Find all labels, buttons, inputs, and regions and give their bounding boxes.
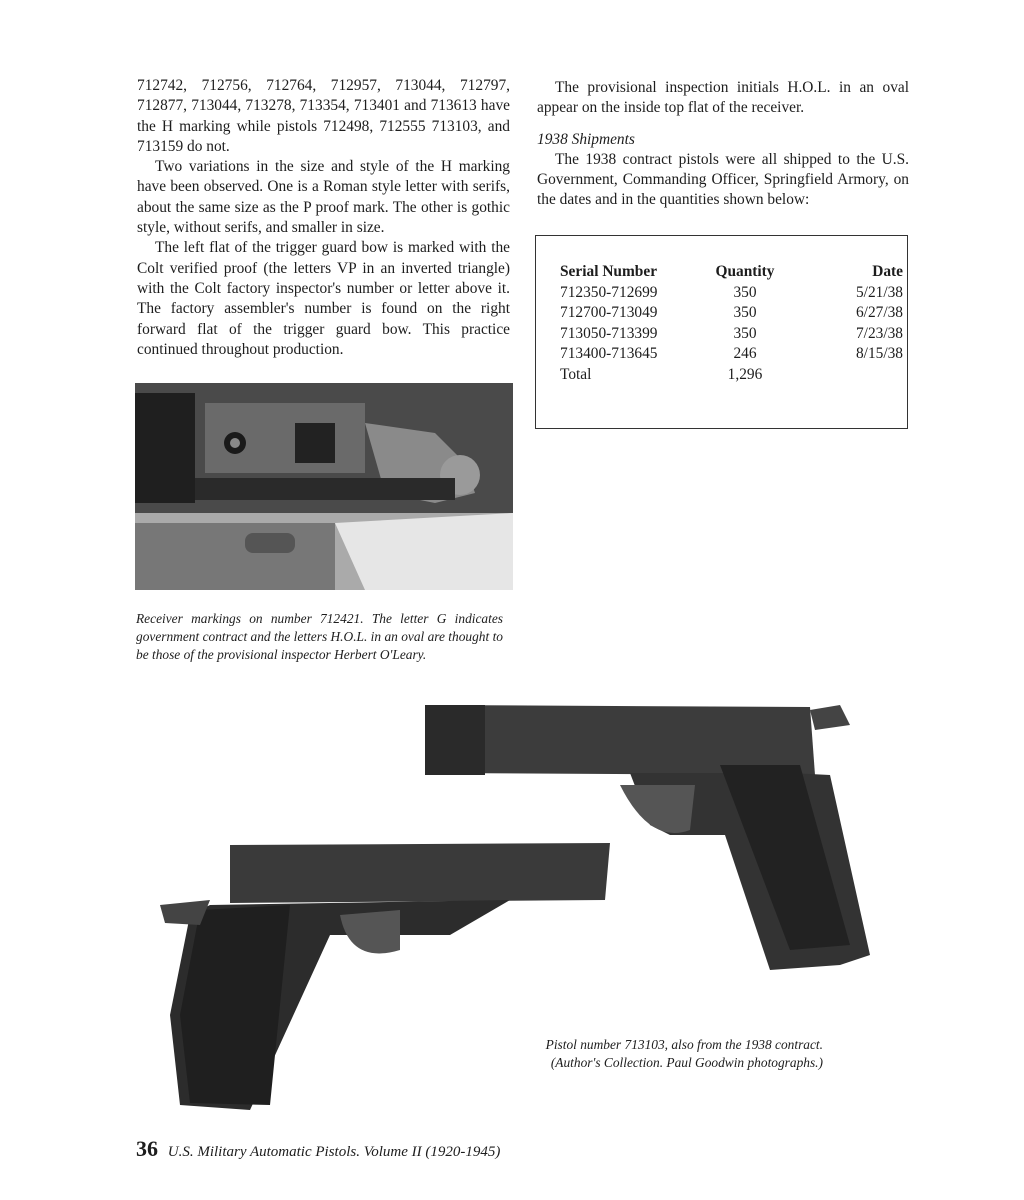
paragraph-trigger-guard: The left flat of the trigger guard bow is marked with the Colt verified proof (the letters VP in an inverted triangle) with the Colt factory inspector's number or letter above it. The factory assembler's number is found on the right forward flat of the trigger guard bow. This practice continued throughout production. bbox=[137, 239, 510, 358]
pistols-caption-line1: Pistol number 713103, also from the 1938 contract. bbox=[545, 1037, 823, 1052]
cell-quantity: 350 bbox=[733, 283, 757, 301]
cell-quantity: 350 bbox=[733, 304, 757, 322]
header-date: Date bbox=[872, 263, 903, 281]
receiver-photo-caption: Receiver markings on number 712421. The letter G indicates government contract and the letters H.O.L. in an oval are thought to be those of the provisional inspector Herbert O'Leary. bbox=[136, 611, 503, 662]
cell-date: 5/21/38 bbox=[855, 283, 903, 301]
left-text-column bbox=[137, 76, 510, 360]
paragraph-inspection-initials: The provisional inspection initials H.O.L. in an oval appear on the inside top flat of the receiver. bbox=[537, 79, 909, 117]
receiver-photo-illustration bbox=[135, 383, 513, 590]
upper-pistol-illustration bbox=[425, 705, 870, 970]
paragraph-shipments-intro: The 1938 contract pistols were all shipped to the U.S. Government, Commanding Officer, Springfield Armory, on the dates and in the quantities shown below: bbox=[537, 150, 909, 209]
cell-serial: 712700-713049 bbox=[560, 304, 658, 322]
cell-date: 8/15/38 bbox=[855, 345, 903, 363]
book-title: U.S. Military Automatic Pistols. Volume II (1920-1945) bbox=[167, 1144, 501, 1160]
total-label: Total bbox=[560, 365, 592, 383]
shipments-table bbox=[560, 262, 903, 385]
subheading-1938-shipments: 1938 Shipments bbox=[537, 130, 635, 148]
page-footer bbox=[136, 1136, 500, 1162]
header-serial-number: Serial Number bbox=[560, 263, 658, 281]
cell-quantity: 246 bbox=[733, 345, 757, 363]
paragraph-serial-list: 712742, 712756, 712764, 712957, 713044, 712797, 712877, 713044, 713278, 713354, 713401 and 713613 have the H marking while pistols 712498, 712555 713103, and 713159 do not. bbox=[137, 77, 510, 155]
table-row bbox=[560, 344, 903, 365]
page-number: 36 bbox=[136, 1136, 158, 1161]
pistols-caption-line2: (Author's Collection. Paul Goodwin photographs.) bbox=[550, 1054, 823, 1070]
receiver-markings-photo bbox=[135, 383, 513, 590]
header-quantity: Quantity bbox=[715, 263, 775, 281]
paragraph-h-marking: Two variations in the size and style of the H marking have been observed. One is a Roman style letter with serifs, about the same size as the P proof mark. The other is gothic style, without serifs, and smaller in size. bbox=[137, 158, 510, 237]
right-text-column bbox=[537, 78, 909, 211]
cell-serial: 712350-712699 bbox=[560, 283, 658, 301]
table-header-row bbox=[560, 262, 903, 283]
total-value: 1,296 bbox=[727, 365, 763, 383]
pistols-photo-caption bbox=[480, 1036, 823, 1071]
cell-date: 6/27/38 bbox=[855, 304, 903, 322]
shipments-table-box bbox=[535, 235, 908, 429]
table-row bbox=[560, 324, 903, 345]
table-total-row bbox=[560, 365, 903, 386]
cell-date: 7/23/38 bbox=[855, 324, 903, 342]
table-row bbox=[560, 303, 903, 324]
table-row bbox=[560, 283, 903, 304]
cell-serial: 713050-713399 bbox=[560, 324, 658, 342]
cell-serial: 713400-713645 bbox=[560, 345, 658, 363]
cell-quantity: 350 bbox=[733, 324, 757, 342]
